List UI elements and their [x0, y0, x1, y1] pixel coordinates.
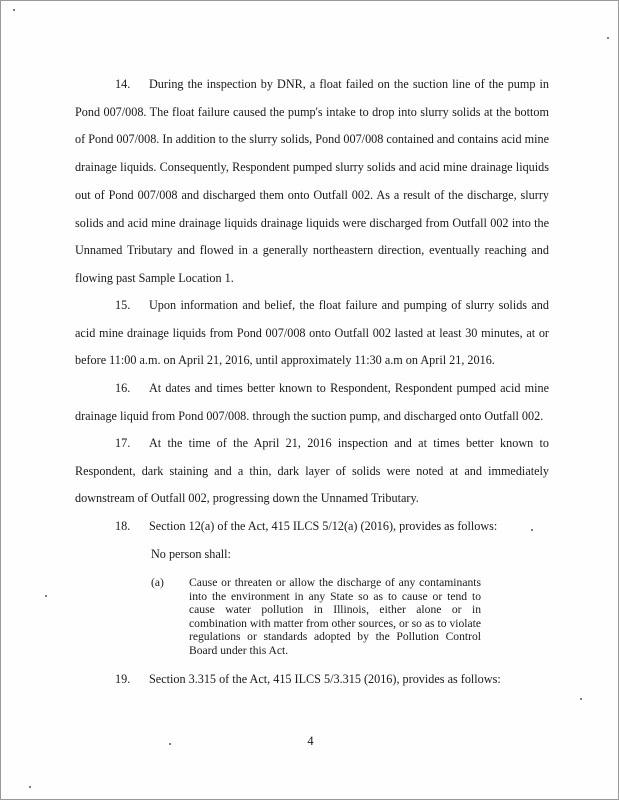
scan-speck [607, 37, 609, 39]
paragraph-text: Upon information and belief, the float failure and pumping of slurry solids and acid mine drainage liquids from Pond 007/008 onto Outfall 002 lasted at least 30 minutes, at or before 11:00 a.m. on April 21, 2016, until approximately 11:30 a.m on April 21, 2016. [75, 298, 549, 368]
page-number: 4 [307, 734, 314, 748]
paragraph-number: 17. [115, 436, 131, 450]
statute-quote [151, 576, 481, 658]
scan-speck [169, 743, 171, 745]
scan-speck [45, 595, 47, 597]
paragraph-text: At the time of the April 21, 2016 inspection and at times better known to Respondent, dark staining and a thin, dark layer of solids were noted at and immediately downstream of Outfall 002, progressing down the Unnamed Tributary. [75, 436, 549, 506]
paragraph-14 [75, 71, 549, 293]
paragraph-16 [75, 375, 549, 430]
paragraph-number: 14. [115, 77, 131, 91]
paragraph-number: 16. [115, 381, 131, 395]
paragraph-number: 18. [115, 519, 131, 533]
scan-speck [13, 9, 15, 11]
paragraph-text: Section 12(a) of the Act, 415 ILCS 5/12(a) (2016), provides as follows: [149, 519, 498, 533]
paragraph-18 [75, 513, 549, 541]
paragraph-number: 19. [115, 672, 131, 686]
paragraph-17 [75, 430, 549, 513]
paragraph-text: At dates and times better known to Respondent, Respondent pumped acid mine drainage liquid from Pond 007/008. through the suction pump, and discharged onto Outfall 002. [75, 381, 549, 423]
paragraph-19 [75, 666, 549, 694]
scan-speck [29, 786, 31, 788]
quote-label: (a) [151, 576, 164, 589]
paragraph-15 [75, 292, 549, 375]
paragraph-text: During the inspection by DNR, a float failed on the suction line of the pump in Pond 007/008. The float failure caused the pump's intake to drop into slurry solids at the bottom of Pond 007/008. In addition to the slurry solids, Pond 007/008 contained and contains acid mine drainage liquids. Consequently, Respondent pumped slurry solids and acid mine drainage liquids out of Pond 007/008 and discharged them onto Outfall 002. As a result of the discharge, slurry solids and acid mine drainage liquids drainage liquids were discharged from Outfall 002 into the Unnamed Tributary and flowed in a generally northeastern direction, eventually reaching and flowing past Sample Location 1. [75, 77, 549, 285]
quote-intro: No person shall: [151, 547, 231, 561]
paragraph-number: 15. [115, 298, 131, 312]
scan-speck [580, 698, 582, 700]
paragraph-text: Section 3.315 of the Act, 415 ILCS 5/3.315 (2016), provides as follows: [149, 672, 501, 686]
quote-text: Cause or threaten or allow the discharge of any contaminants into the environment in any State so as to cause or tend to cause water pollution in Illinois, either alone or in combination with matter from other sources, or so as to violate regulations or standards adopted by the Pollution Control Board under this Act. [189, 576, 481, 657]
scan-speck [531, 529, 533, 531]
